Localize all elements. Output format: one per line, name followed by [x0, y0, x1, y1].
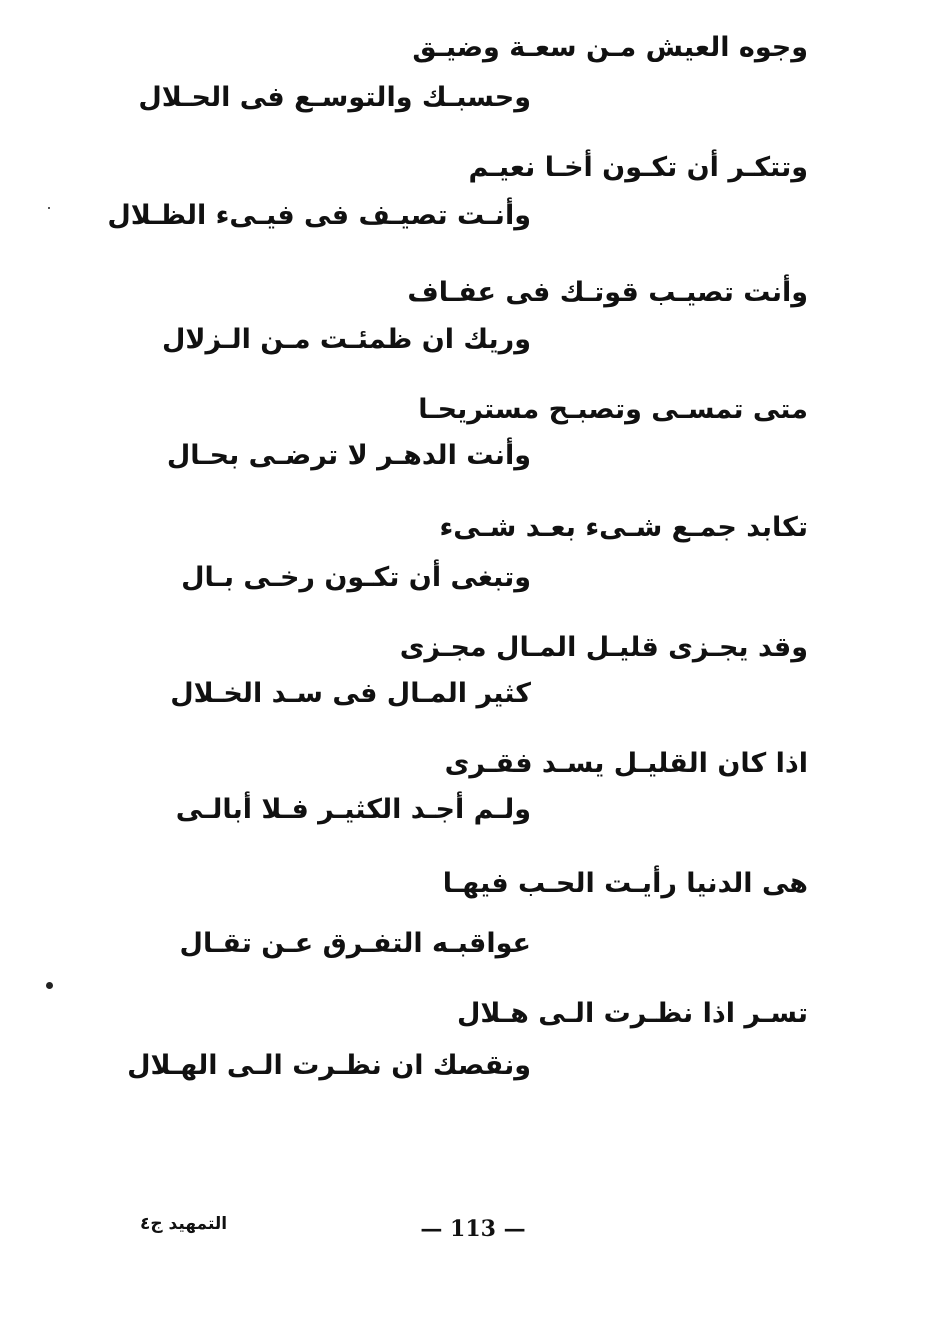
verse-1-first-hemistich: وجوه العيش مـن سعـة وضيـق — [412, 32, 808, 63]
verse-2-second-hemistich: وأنـت تصيـف فى فيـىء الظـلال — [107, 200, 531, 231]
verse-4-second-hemistich: وأنت الدهـر لا ترضـى بحـال — [166, 440, 531, 471]
verse-4-first-hemistich: متى تمسـى وتصبـح مستريحـا — [418, 394, 808, 425]
verse-9-first-hemistich: تسـر اذا نظـرت الـى هـلال — [456, 998, 808, 1029]
scan-speck — [46, 982, 53, 989]
page-number: — 113 — — [420, 1216, 526, 1242]
verse-3-second-hemistich: وريك ان ظمئـت مـن الـزلال — [161, 324, 531, 355]
verse-6-second-hemistich: كثير المـال فى سـد الخـلال — [170, 678, 531, 709]
scan-speck — [48, 207, 50, 209]
verse-8-second-hemistich: عواقبـه التفـرق عـن تقـال — [179, 928, 531, 959]
verse-7-first-hemistich: اذا كان القليـل يسـد فقـرى — [444, 748, 808, 779]
verse-2-first-hemistich: وتتكـر أن تكـون أخـا نعيـم — [468, 152, 808, 183]
verse-5-first-hemistich: تكابد جمـع شـىء بعـد شـىء — [439, 512, 808, 543]
footer-volume-note: التمهيد ج٤ — [140, 1214, 228, 1234]
verse-1-second-hemistich: وحسبـك والتوسـع فى الحـلال — [138, 82, 531, 113]
verse-6-first-hemistich: وقد يجـزى قليـل المـال مجـزى — [399, 632, 808, 663]
verse-7-second-hemistich: ولـم أجـد الكثيـر فـلا أبالـى — [175, 794, 531, 825]
verse-8-first-hemistich: هى الدنيا رأيـت الحـب فيهـا — [442, 868, 808, 899]
verse-5-second-hemistich: وتبغى أن تكـون رخـى بـال — [181, 562, 531, 593]
verse-9-second-hemistich: ونقصك ان نظـرت الـى الهـلال — [127, 1050, 531, 1081]
verse-3-first-hemistich: وأنت تصيـب قوتـك فى عفـاف — [407, 277, 808, 308]
